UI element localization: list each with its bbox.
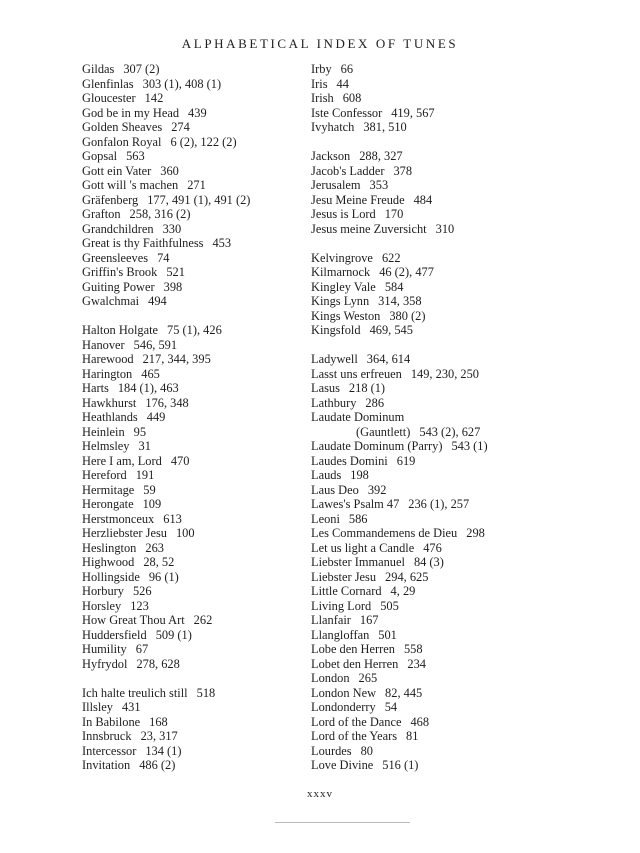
index-entry (311, 367, 611, 382)
hymn-numbers: 586 (348, 511, 368, 526)
hymn-numbers: 198 (350, 468, 369, 482)
bottom-rule (275, 822, 410, 823)
hymn-numbers: 81 (406, 729, 419, 743)
hymn-numbers: 84 (3) (413, 555, 444, 569)
hymn-numbers: 484 (413, 192, 433, 207)
tune-name: Lobet den Herren (311, 656, 399, 671)
tune-name: Lasst uns erfreuen (311, 366, 402, 381)
hymn-numbers: 468 (410, 714, 430, 729)
hymn-numbers: 546, 591 (133, 337, 178, 352)
tune-name: Gott ein Vater (82, 163, 152, 178)
index-entry (82, 541, 297, 556)
hymn-numbers: 4, 29 (390, 584, 416, 598)
hymn-numbers: 218 (1) (348, 381, 386, 395)
hymn-numbers: 258, 316 (2) (129, 207, 191, 221)
index-entry (311, 541, 611, 556)
index-entry (311, 512, 611, 527)
hymn-numbers: 271 (187, 178, 206, 192)
tune-name: Love Divine (311, 758, 374, 772)
index-entry (82, 323, 297, 338)
hymn-numbers: 439 (188, 105, 207, 120)
index-entry (82, 555, 297, 570)
tune-name: Invitation (82, 758, 131, 772)
index-entry (82, 396, 297, 411)
index-entry (311, 642, 611, 657)
tune-name: Innsbruck (82, 729, 132, 743)
index-entry (311, 381, 611, 396)
index-entry (82, 77, 297, 92)
left-index-column (82, 62, 297, 773)
hymn-numbers: 234 (407, 656, 426, 671)
tune-name: Hanover (82, 337, 125, 352)
tune-name: Here I am, Lord (82, 453, 162, 468)
hymn-numbers: 134 (1) (145, 743, 182, 758)
hymn-numbers: 364, 614 (366, 352, 411, 366)
index-entry (82, 483, 297, 498)
tune-name: Jackson (311, 149, 351, 163)
hymn-numbers: 465 (141, 366, 160, 381)
tune-name: Jesus meine Zuversicht (311, 221, 427, 236)
tune-name: How Great Thou Art (82, 613, 185, 627)
tune-name: Iste Confessor (311, 105, 383, 120)
hymn-numbers: 330 (162, 221, 182, 236)
hymn-numbers: 6 (2), 122 (2) (170, 134, 237, 149)
tune-name: Gildas (82, 62, 115, 76)
hymn-numbers: 516 (1) (382, 758, 419, 772)
hymn-numbers: 470 (170, 453, 190, 468)
index-entry (82, 367, 297, 382)
index-entry (311, 294, 611, 309)
tune-name: Lawes's Psalm 47 (311, 497, 400, 511)
hymn-numbers: 398 (163, 279, 183, 294)
index-entry (311, 193, 611, 208)
index-entry (311, 657, 611, 672)
tune-name: Gwalchmai (82, 294, 140, 308)
index-entry (82, 251, 297, 266)
index-entry (82, 642, 297, 657)
hymn-numbers: 378 (393, 163, 413, 178)
index-entry (311, 178, 611, 193)
index-entry (311, 700, 611, 715)
hymn-numbers: 380 (2) (389, 308, 426, 323)
tune-name: Kingsfold (311, 323, 361, 337)
hymn-numbers: 265 (358, 671, 378, 685)
tune-name: Jacob's Ladder (311, 163, 385, 178)
index-entry (311, 468, 611, 483)
hymn-numbers: 298 (466, 526, 485, 540)
tune-name: Hyfrydol (82, 656, 128, 671)
index-entry (311, 164, 611, 179)
tune-name: Jerusalem (311, 178, 361, 192)
hymn-numbers: 310 (435, 221, 455, 236)
index-entry (82, 352, 297, 367)
index-entry (311, 396, 611, 411)
index-entry (82, 599, 297, 614)
tune-name: Grandchildren (82, 221, 154, 236)
hymn-numbers: 66 (340, 62, 354, 76)
tune-name: Londonderry (311, 700, 376, 714)
tune-name: In Babilone (82, 714, 141, 729)
tune-name: Great is thy Faithfulness (82, 236, 204, 250)
tune-name: Halton Holgate (82, 323, 159, 337)
tune-name: Ivyhatch (311, 120, 355, 134)
tune-name: Gott will 's machen (82, 178, 179, 192)
index-entry (311, 584, 611, 599)
hymn-numbers: 584 (384, 279, 404, 294)
tune-name: Llangloffan (311, 627, 370, 642)
tune-name: Kelvingrove (311, 250, 373, 265)
index-entry (82, 425, 297, 440)
index-entry (82, 570, 297, 585)
hymn-numbers: 558 (403, 642, 423, 656)
hymn-numbers: 419, 567 (391, 105, 435, 120)
index-entry (311, 497, 611, 512)
index-entry (82, 178, 297, 193)
hymn-numbers: 307 (2) (123, 62, 160, 76)
page-number: xxxv (307, 788, 333, 800)
tune-name: Kingley Vale (311, 279, 376, 294)
tune-name: Iris (311, 76, 328, 91)
index-entry (311, 62, 611, 77)
hymn-numbers: 167 (359, 613, 379, 627)
tune-name: Llanfair (311, 613, 351, 627)
index-entry (82, 222, 297, 237)
hymn-numbers: 46 (2), 477 (379, 265, 434, 279)
hymn-numbers: 494 (148, 294, 167, 308)
index-entry (311, 91, 611, 106)
tune-name: Liebster Immanuel (311, 555, 405, 569)
index-entry (82, 381, 297, 396)
tune-name: Heinlein (82, 424, 125, 439)
tune-name: Lathbury (311, 395, 357, 410)
index-entry (82, 497, 297, 512)
hymn-numbers: 109 (142, 497, 162, 511)
hymn-numbers: 28, 52 (143, 555, 175, 569)
hymn-numbers: 123 (130, 598, 149, 613)
index-entry (82, 613, 297, 628)
index-entry (311, 251, 611, 266)
hymn-numbers: 360 (160, 163, 179, 178)
hymn-numbers: 96 (1) (148, 569, 179, 584)
index-entry (82, 149, 297, 164)
index-entry (311, 454, 611, 469)
hymn-numbers: 476 (423, 540, 442, 555)
tune-name: Les Commandemens de Dieu (311, 526, 458, 540)
index-entry (311, 686, 611, 701)
tune-name: London (311, 671, 350, 685)
hymn-numbers: 453 (212, 236, 232, 250)
tune-name: Let us light a Candle (311, 540, 415, 555)
hymn-numbers: 431 (121, 700, 141, 714)
index-entry (82, 729, 297, 744)
index-entry (311, 120, 611, 135)
tune-name: Laudes Domini (311, 453, 388, 468)
hymn-numbers: 67 (135, 642, 149, 656)
tune-name: Lourdes (311, 743, 352, 758)
tune-name: Harewood (82, 352, 134, 366)
tune-name: Leoni (311, 511, 340, 526)
tune-name: Kilmarnock (311, 265, 371, 279)
tune-name: Huddersfield (82, 627, 147, 642)
tune-name: London New (311, 685, 377, 700)
hymn-numbers: 95 (133, 424, 147, 439)
index-entry (311, 323, 611, 338)
hymn-numbers: 526 (132, 584, 152, 598)
hymn-numbers: 236 (1), 257 (408, 497, 470, 511)
index-entry (82, 628, 297, 643)
tune-name: Humility (82, 642, 127, 656)
index-entry (311, 570, 611, 585)
index-entry (82, 744, 297, 759)
index-entry (82, 468, 297, 483)
hymn-numbers: 518 (196, 685, 216, 700)
hymn-numbers: 75 (1), 426 (167, 323, 222, 337)
index-entry (82, 120, 297, 135)
index-entry (82, 686, 297, 701)
hymn-numbers: 142 (144, 91, 164, 105)
index-entry (311, 352, 611, 367)
index-entry (311, 425, 611, 440)
hymn-numbers: 353 (369, 178, 389, 192)
hymn-numbers: 543 (2), 627 (419, 424, 481, 439)
tune-name: Gloucester (82, 91, 136, 105)
index-entry (82, 265, 297, 280)
tune-name: Harington (82, 366, 133, 381)
tune-name: Griffin's Brook (82, 265, 158, 279)
index-entry (311, 77, 611, 92)
index-entry (311, 715, 611, 730)
index-entry (311, 526, 611, 541)
index-entry (82, 62, 297, 77)
hymn-numbers: 501 (378, 627, 397, 642)
tune-name: Laudate Dominum (311, 410, 405, 424)
index-entry (82, 207, 297, 222)
tune-name: God be in my Head (82, 105, 180, 120)
hymn-numbers: 449 (146, 410, 166, 424)
hymn-numbers: 176, 348 (145, 395, 189, 410)
index-entry (311, 439, 611, 454)
section-gap (311, 135, 611, 150)
tune-name: Irish (311, 91, 334, 105)
hymn-numbers: 608 (342, 91, 362, 105)
index-entry (311, 555, 611, 570)
hymn-numbers: 31 (138, 439, 151, 453)
tune-name: Helmsley (82, 439, 130, 453)
hymn-numbers: 563 (126, 149, 145, 163)
hymn-numbers: 168 (149, 714, 168, 729)
tune-name: Herstmonceux (82, 511, 155, 526)
index-entry (311, 222, 611, 237)
index-entry (311, 599, 611, 614)
index-entry (82, 454, 297, 469)
page-header: ALPHABETICAL INDEX OF TUNES (181, 36, 459, 51)
index-entry (82, 700, 297, 715)
hymn-numbers: 80 (360, 743, 373, 758)
tune-name: Living Lord (311, 598, 372, 613)
section-gap (82, 309, 297, 324)
index-entry (82, 512, 297, 527)
tune-name: Liebster Jesu (311, 569, 377, 584)
section-gap (82, 671, 297, 686)
index-entry (311, 149, 611, 164)
hymn-numbers: 314, 358 (378, 294, 422, 308)
tune-name: Heslington (82, 540, 137, 555)
index-entry (82, 526, 297, 541)
hymn-numbers: 278, 628 (136, 656, 180, 671)
index-entry (82, 657, 297, 672)
hymn-numbers: 274 (171, 120, 190, 134)
index-entry (311, 729, 611, 744)
hymn-numbers: 263 (145, 540, 164, 555)
index-entry (82, 236, 297, 251)
hymn-numbers: 392 (367, 482, 387, 497)
hymn-numbers: 381, 510 (363, 120, 407, 134)
hymn-numbers: 100 (175, 526, 195, 540)
hymn-numbers: 217, 344, 395 (142, 352, 211, 366)
tune-name: Greensleeves (82, 250, 149, 265)
tune-name: Horsley (82, 598, 122, 613)
tune-name: Gonfalon Royal (82, 134, 162, 149)
tune-name: Horbury (82, 584, 124, 598)
hymn-numbers: 521 (166, 265, 185, 279)
tune-name: Heathlands (82, 410, 138, 424)
index-entry (82, 758, 297, 773)
tune-name: Golden Sheaves (82, 120, 163, 134)
index-entry (311, 309, 611, 324)
hymn-numbers: 622 (381, 250, 401, 265)
index-entry (82, 91, 297, 106)
tune-name: Lord of the Years (311, 729, 398, 743)
tune-name: Little Cornard (311, 584, 382, 598)
tune-name: Guiting Power (82, 279, 155, 294)
tune-name: Jesus is Lord (311, 207, 376, 221)
index-entry (82, 193, 297, 208)
hymn-numbers: 543 (1) (451, 439, 488, 453)
section-gap (311, 338, 611, 353)
hymn-numbers: 184 (1), 463 (117, 381, 179, 395)
tune-name: Kings Lynn (311, 294, 370, 308)
tune-name: Gräfenberg (82, 192, 139, 207)
index-entry (82, 584, 297, 599)
tune-name: Hollingside (82, 569, 140, 584)
hymn-numbers: 170 (384, 207, 404, 221)
hymn-numbers: 486 (2) (139, 758, 176, 772)
hymn-numbers: 262 (193, 613, 213, 627)
tune-name: Herzliebster Jesu (82, 526, 167, 540)
hymn-numbers: 613 (163, 511, 182, 526)
index-entry (82, 106, 297, 121)
tune-name: Ladywell (311, 352, 358, 366)
index-entry (82, 280, 297, 295)
tune-name: Lord of the Dance (311, 714, 402, 729)
tune-name: Lasus (311, 381, 340, 395)
right-index-column (311, 62, 611, 773)
hymn-numbers: 149, 230, 250 (410, 366, 479, 381)
hymn-numbers: 191 (135, 468, 155, 482)
index-entry (311, 280, 611, 295)
section-gap (311, 236, 611, 251)
index-entry (311, 106, 611, 121)
tune-name: Illsley (82, 700, 113, 714)
tune-name: Highwood (82, 555, 135, 569)
index-entry (311, 613, 611, 628)
index-entry (82, 164, 297, 179)
tune-name: Jesu Meine Freude (311, 192, 405, 207)
tune-name: Laudate Dominum (Parry) (311, 439, 443, 453)
index-entry (311, 483, 611, 498)
hymn-numbers: 469, 545 (369, 323, 413, 337)
tune-name: Lauds (311, 468, 342, 482)
tune-name: Grafton (82, 207, 121, 221)
tune-name: Kings Weston (311, 308, 381, 323)
index-entry (82, 338, 297, 353)
hymn-numbers: 23, 317 (140, 729, 178, 743)
index-entry (82, 294, 297, 309)
hymn-numbers: 74 (157, 250, 170, 265)
index-entry (82, 715, 297, 730)
tune-name: Hereford (82, 468, 127, 482)
index-entry (311, 671, 611, 686)
index-entry (82, 410, 297, 425)
index-entry (311, 410, 611, 425)
hymn-numbers: 286 (365, 395, 385, 410)
tune-name: Lobe den Herren (311, 642, 395, 656)
hymn-numbers: 288, 327 (359, 149, 403, 163)
hymn-numbers: 59 (143, 482, 156, 497)
hymn-numbers: 44 (336, 76, 349, 91)
index-entry (311, 265, 611, 280)
tune-name: Intercessor (82, 743, 137, 758)
index-entry (82, 135, 297, 150)
index-entry (311, 758, 611, 773)
hymn-numbers: 82, 445 (385, 685, 423, 700)
hymn-numbers: 294, 625 (385, 569, 429, 584)
tune-name: Glenfinlas (82, 76, 134, 91)
tune-name: Herongate (82, 497, 134, 511)
tune-name: Harts (82, 381, 109, 395)
tune-name: Laus Deo (311, 482, 359, 497)
hymn-numbers: 509 (1) (155, 627, 192, 642)
hymn-numbers: 177, 491 (1), 491 (2) (147, 192, 251, 207)
hymn-numbers: 54 (384, 700, 398, 714)
tune-name: Hermitage (82, 482, 135, 497)
index-entry (311, 744, 611, 759)
tune-name: Gopsal (82, 149, 118, 163)
tune-name: Ich halte treulich still (82, 685, 188, 700)
hymn-numbers: 303 (1), 408 (1) (142, 76, 222, 91)
index-entry (311, 628, 611, 643)
hymn-numbers: 619 (396, 453, 416, 468)
hymn-numbers: 505 (380, 598, 399, 613)
index-entry (311, 207, 611, 222)
index-entry (82, 439, 297, 454)
tune-name: Hawkhurst (82, 395, 137, 410)
tune-name: Irby (311, 62, 332, 76)
tune-name: (Gauntlett) (356, 424, 411, 439)
